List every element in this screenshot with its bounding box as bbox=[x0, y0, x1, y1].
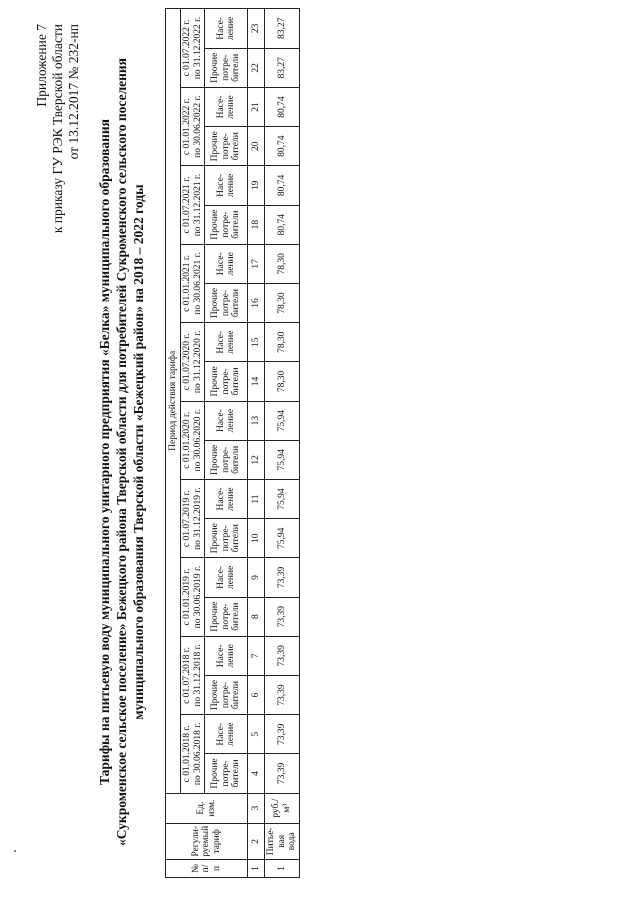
subheader-other: Прочие потре-бители bbox=[205, 440, 248, 479]
subheader-population: Насе-ление bbox=[205, 87, 248, 126]
subheader-other: Прочие потре-бители bbox=[205, 127, 248, 166]
header-unit: Ед. изм. bbox=[166, 793, 248, 823]
tariff-value: 75,94 bbox=[265, 479, 300, 518]
period-from: с 01.01.2018 г. bbox=[182, 725, 192, 783]
tariff-value: 73,39 bbox=[265, 558, 300, 597]
period-from: с 01.01.2022 г. bbox=[182, 98, 192, 156]
period-from: с 01.07.2022 г. bbox=[182, 19, 192, 77]
tariff-value: 75,94 bbox=[265, 519, 300, 558]
subheader-other: Прочие потре-бители bbox=[205, 48, 248, 87]
subheader-other: Прочие потре-бители bbox=[205, 283, 248, 322]
tariff-table bbox=[165, 8, 300, 878]
row-no: 1 bbox=[265, 859, 300, 877]
appendix-line-3: от 13.12.2017 № 232-нп bbox=[66, 24, 81, 160]
rotated-content bbox=[30, 12, 610, 892]
column-number: 10 bbox=[248, 519, 265, 558]
period-from: с 01.07.2018 г. bbox=[182, 647, 192, 704]
column-number: 15 bbox=[248, 323, 265, 362]
tariff-value: 75,94 bbox=[265, 401, 300, 440]
column-number: 7 bbox=[248, 636, 265, 675]
column-number: 3 bbox=[248, 793, 265, 823]
period-from: с 01.01.2021 г. bbox=[182, 254, 192, 312]
period-to: по 30.06.2021 г. bbox=[192, 252, 203, 315]
period-to: по 31.12.2020 г. bbox=[192, 330, 203, 394]
subheader-population: Насе-ление bbox=[205, 401, 248, 440]
subheader-other: Прочие потре-бители bbox=[205, 675, 248, 714]
row-tariff: Питье-вая вода bbox=[265, 823, 300, 859]
period-cell bbox=[181, 401, 205, 479]
column-number: 13 bbox=[248, 401, 265, 440]
period-to: по 30.06.2020 г. bbox=[192, 408, 203, 472]
tariff-value: 73,39 bbox=[265, 675, 300, 714]
period-cell bbox=[181, 636, 205, 714]
header-row-1 bbox=[166, 9, 181, 878]
subheader-population: Насе-ление bbox=[205, 9, 248, 49]
tariff-value: 80,74 bbox=[265, 166, 300, 205]
title-line-2: «Сукроменское сельское поселение» Бежецкого района Тверской области для потребителей Сукроменского сельского поселения bbox=[114, 58, 129, 846]
period-cell bbox=[181, 244, 205, 322]
column-number: 19 bbox=[248, 166, 265, 205]
column-number: 11 bbox=[248, 479, 265, 518]
subheader-population: Насе-ление bbox=[205, 636, 248, 675]
subheader-population: Насе-ление bbox=[205, 558, 248, 597]
column-number-row bbox=[248, 9, 265, 878]
tariff-value: 78,30 bbox=[265, 362, 300, 401]
tariff-value: 73,39 bbox=[265, 715, 300, 754]
header-row-3 bbox=[205, 9, 248, 878]
period-from: с 01.07.2020 г. bbox=[182, 333, 192, 391]
header-row-2 bbox=[181, 9, 205, 878]
column-number: 18 bbox=[248, 205, 265, 244]
period-from: с 01.01.2020 г. bbox=[182, 411, 192, 469]
period-to: по 30.06.2018 г. bbox=[192, 722, 203, 786]
subheader-population: Насе-ление bbox=[205, 715, 248, 754]
tariff-value: 83,27 bbox=[265, 48, 300, 87]
column-number: 2 bbox=[248, 823, 265, 859]
tariff-value: 78,30 bbox=[265, 244, 300, 283]
period-cell bbox=[181, 558, 205, 636]
subheader-population: Насе-ление bbox=[205, 244, 248, 283]
subheader-population: Насе-ление bbox=[205, 323, 248, 362]
table-row bbox=[265, 9, 300, 878]
tariff-value: 78,30 bbox=[265, 283, 300, 322]
subheader-other: Прочие потре-бители bbox=[205, 519, 248, 558]
column-number: 1 bbox=[248, 859, 265, 877]
column-number: 9 bbox=[248, 558, 265, 597]
tariff-value: 73,39 bbox=[265, 636, 300, 675]
subheader-other: Прочие потре-бители bbox=[205, 754, 248, 793]
period-cell bbox=[181, 166, 205, 244]
document-title bbox=[96, 42, 147, 862]
tariff-value: 83,27 bbox=[265, 9, 300, 49]
period-cell bbox=[181, 323, 205, 401]
header-tariff: Регули-руемый тариф bbox=[166, 823, 248, 859]
period-from: с 01.07.2019 г. bbox=[182, 490, 192, 548]
period-cell bbox=[181, 87, 205, 165]
header-no: № п/ п bbox=[166, 859, 248, 877]
title-line-3: муниципального образования Тверской области «Бежецкий район» на 2018 – 2022 годы bbox=[131, 184, 146, 720]
column-number: 14 bbox=[248, 362, 265, 401]
period-to: по 31.12.2018 г. bbox=[192, 644, 203, 707]
header-period: Период действия тарифа bbox=[166, 9, 181, 794]
subheader-population: Насе-ление bbox=[205, 479, 248, 518]
title-line-1: Тарифы на питьевую воду муниципального унитарного предприятия «Белка» муниципального образования bbox=[97, 119, 112, 786]
column-number: 8 bbox=[248, 597, 265, 636]
appendix-line-2: к приказу ГУ РЭК Тверской области bbox=[50, 24, 65, 234]
column-number: 22 bbox=[248, 48, 265, 87]
tariff-value: 73,39 bbox=[265, 597, 300, 636]
column-number: 4 bbox=[248, 754, 265, 793]
period-to: по 30.06.2019 г. bbox=[192, 565, 203, 629]
subheader-other: Прочие потре-бители bbox=[205, 597, 248, 636]
column-number: 21 bbox=[248, 87, 265, 126]
tariff-value: 73,39 bbox=[265, 754, 300, 793]
column-number: 16 bbox=[248, 283, 265, 322]
period-to: по 30.06.2022 г. bbox=[192, 95, 203, 158]
appendix-line-1: Приложение 7 bbox=[34, 24, 49, 107]
period-from: с 01.07.2021 г. bbox=[182, 176, 192, 234]
scan-speck bbox=[14, 850, 16, 852]
period-from: с 01.01.2019 г. bbox=[182, 568, 192, 626]
period-to: по 31.12.2022 г. bbox=[192, 16, 203, 80]
column-number: 6 bbox=[248, 675, 265, 714]
column-number: 23 bbox=[248, 9, 265, 49]
period-cell bbox=[181, 479, 205, 557]
column-number: 5 bbox=[248, 715, 265, 754]
appendix-reference bbox=[34, 24, 82, 233]
tariff-value: 80,74 bbox=[265, 205, 300, 244]
row-unit: руб./м³ bbox=[265, 793, 300, 823]
tariff-value: 78,30 bbox=[265, 323, 300, 362]
column-number: 20 bbox=[248, 127, 265, 166]
column-number: 12 bbox=[248, 440, 265, 479]
subheader-other: Прочие потре-бители bbox=[205, 362, 248, 401]
tariff-value: 75,94 bbox=[265, 440, 300, 479]
subheader-population: Насе-ление bbox=[205, 166, 248, 205]
period-cell bbox=[181, 715, 205, 793]
period-cell bbox=[181, 9, 205, 88]
tariff-value: 80,74 bbox=[265, 127, 300, 166]
column-number: 17 bbox=[248, 244, 265, 283]
tariff-value: 80,74 bbox=[265, 87, 300, 126]
subheader-other: Прочие потре-бители bbox=[205, 205, 248, 244]
period-to: по 31.12.2021 г. bbox=[192, 173, 203, 237]
period-to: по 31.12.2019 г. bbox=[192, 487, 203, 550]
